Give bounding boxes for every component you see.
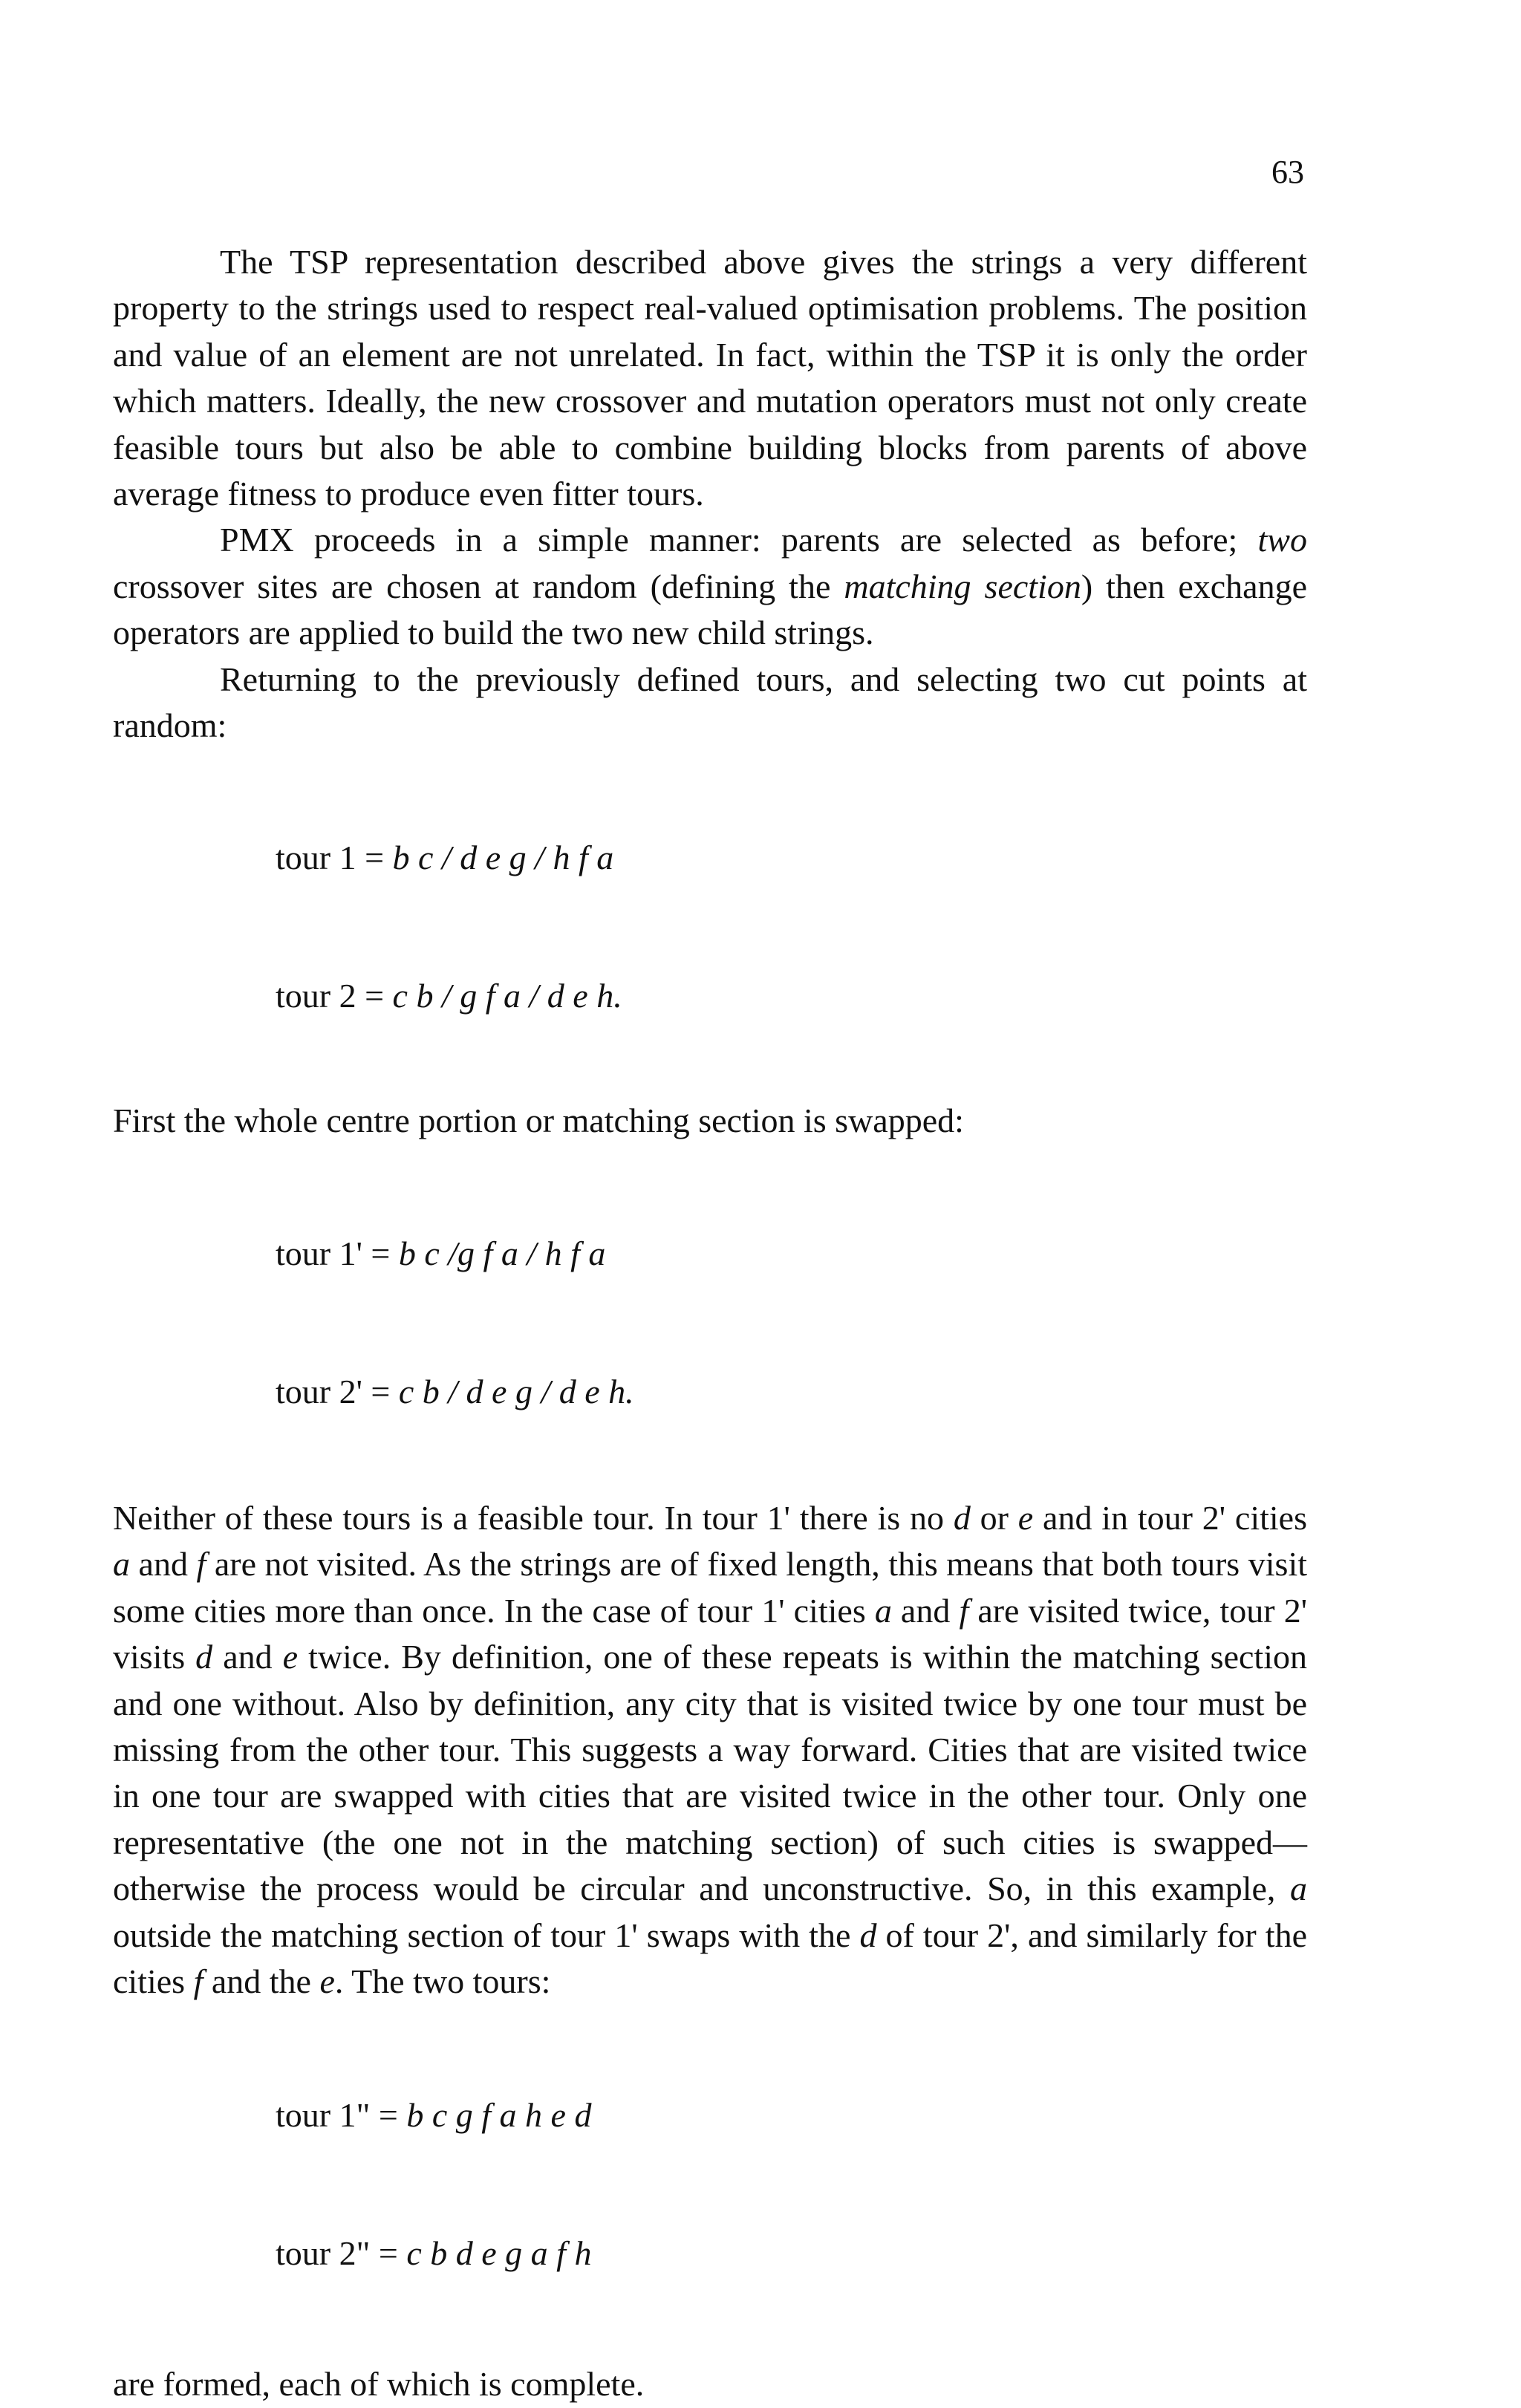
tour-1-swapped	[224, 1185, 1307, 1323]
italic-text-segment: f	[196, 1545, 206, 1584]
paragraph-swap-sentence: First the whole centre portion or matching section is swapped:	[113, 1102, 964, 1140]
tour-2-initial	[224, 927, 1307, 1065]
italic-text-segment: d	[859, 1916, 877, 1954]
italic-text-segment: d	[195, 1638, 213, 1676]
tour-1-final-label: tour 1" =	[276, 2096, 407, 2135]
text-segment: are not visited. As the strings are of fixed length, this means that both tours visit some cities more than once. In the case of tour 1' cities	[113, 1545, 1308, 1630]
tour-2-swapped	[224, 1323, 1307, 1461]
italic-text-segment: e	[282, 1638, 299, 1676]
italic-text-segment: f	[959, 1591, 969, 1630]
paragraph-returning-tours	[113, 657, 1307, 749]
tour-1-final	[224, 2046, 1307, 2184]
paragraph-tsp-representation	[113, 239, 1307, 517]
text-segment: ) then exchange operators are applied to build the two new child strings.	[113, 567, 1307, 652]
text-segment: The TSP representation described above gives the strings a very different property to the strings used to respect real-valued optimisation problems. The position and value of an element are not unrelated. In fact, within the TSP it is only the order which matters. Ideally, the new crossover and mutation operators must not only create feasible tours but also be able to combine building blocks from parents of above average fitness to produce even fitter tours.	[113, 243, 1307, 513]
tour-block-swapped	[113, 1185, 1307, 1461]
tour-block-final	[113, 2046, 1307, 2323]
text-segment: are visited twice, tour 2' visits	[113, 1591, 1308, 1676]
text-segment: and	[212, 1638, 283, 1676]
text-segment: of tour 2', and similarly for the cities	[113, 1916, 1307, 2000]
italic-text-segment: d	[953, 1498, 971, 1537]
text-segment: Returning to the previously defined tours, and selecting two cut points at random:	[113, 660, 1307, 745]
italic-text-segment: e	[319, 1962, 335, 2000]
tour-2-initial-value: c b / g f a / d e h.	[392, 977, 622, 1015]
tour-2-final	[224, 2184, 1307, 2323]
italic-text-segment: f	[193, 1962, 203, 2000]
tour-1-initial-label: tour 1 =	[276, 839, 393, 877]
text-segment: and the	[203, 1962, 320, 2000]
text-segment: twice. By definition, one of these repeats is within the matching section and one without. Also by definition, any city that is visited twice by one tour must be missing from the other tour. This suggests a way forward. Cities that are visited twice in one tour are swapped with cities that are visited twice in the other tour. Only one representative (the one not in the matching section) of such cities is swapped—otherwise the process would be circular and unconstructive. So, in this example,	[113, 1638, 1307, 1908]
page-number: 63	[1271, 154, 1304, 190]
paragraph-explanation	[113, 1495, 1307, 2005]
text-segment: . The two tours:	[334, 1962, 551, 2000]
tour-1-final-value: b c g f a h e d	[406, 2096, 592, 2135]
tour-2-initial-label: tour 2 =	[276, 977, 393, 1015]
tour-2-swapped-value: c b / d e g / d e h.	[398, 1372, 634, 1410]
tour-1-initial-value: b c / d e g / h f a	[392, 839, 614, 877]
body-text	[113, 239, 1307, 2408]
text-segment: and	[130, 1545, 197, 1584]
italic-text-segment: matching section	[844, 567, 1081, 605]
tour-1-swapped-value: b c /g f a / h f a	[398, 1234, 606, 1272]
italic-text-segment: a	[113, 1545, 130, 1584]
text-segment: outside the matching section of tour 1' swaps with the	[113, 1916, 860, 1954]
paragraph-closing: are formed, each of which is complete.	[113, 2365, 645, 2404]
text-segment: crossover sites are chosen at random (defining the	[113, 567, 844, 605]
text-segment: PMX proceeds in a simple manner: parents are selected as before;	[220, 521, 1258, 559]
tour-2-final-value: c b d e g a f h	[406, 2234, 592, 2273]
italic-text-segment: a	[874, 1591, 892, 1630]
tour-block-initial	[113, 789, 1307, 1065]
tour-1-swapped-label: tour 1' =	[276, 1234, 399, 1272]
tour-2-final-label: tour 2" =	[276, 2234, 407, 2273]
italic-text-segment: two	[1257, 521, 1307, 559]
tour-1-initial	[224, 789, 1307, 927]
paragraph-pmx-procedure	[113, 517, 1307, 656]
tour-2-swapped-label: tour 2' =	[276, 1372, 399, 1410]
text-segment: Neither of these tours is a feasible tour. In tour 1' there is no	[113, 1498, 954, 1537]
italic-text-segment: e	[1017, 1498, 1034, 1537]
text-segment: or	[970, 1498, 1018, 1537]
italic-text-segment: a	[1290, 1870, 1307, 1908]
text-segment: and	[891, 1591, 960, 1630]
text-segment: and in tour 2' cities	[1033, 1498, 1307, 1537]
